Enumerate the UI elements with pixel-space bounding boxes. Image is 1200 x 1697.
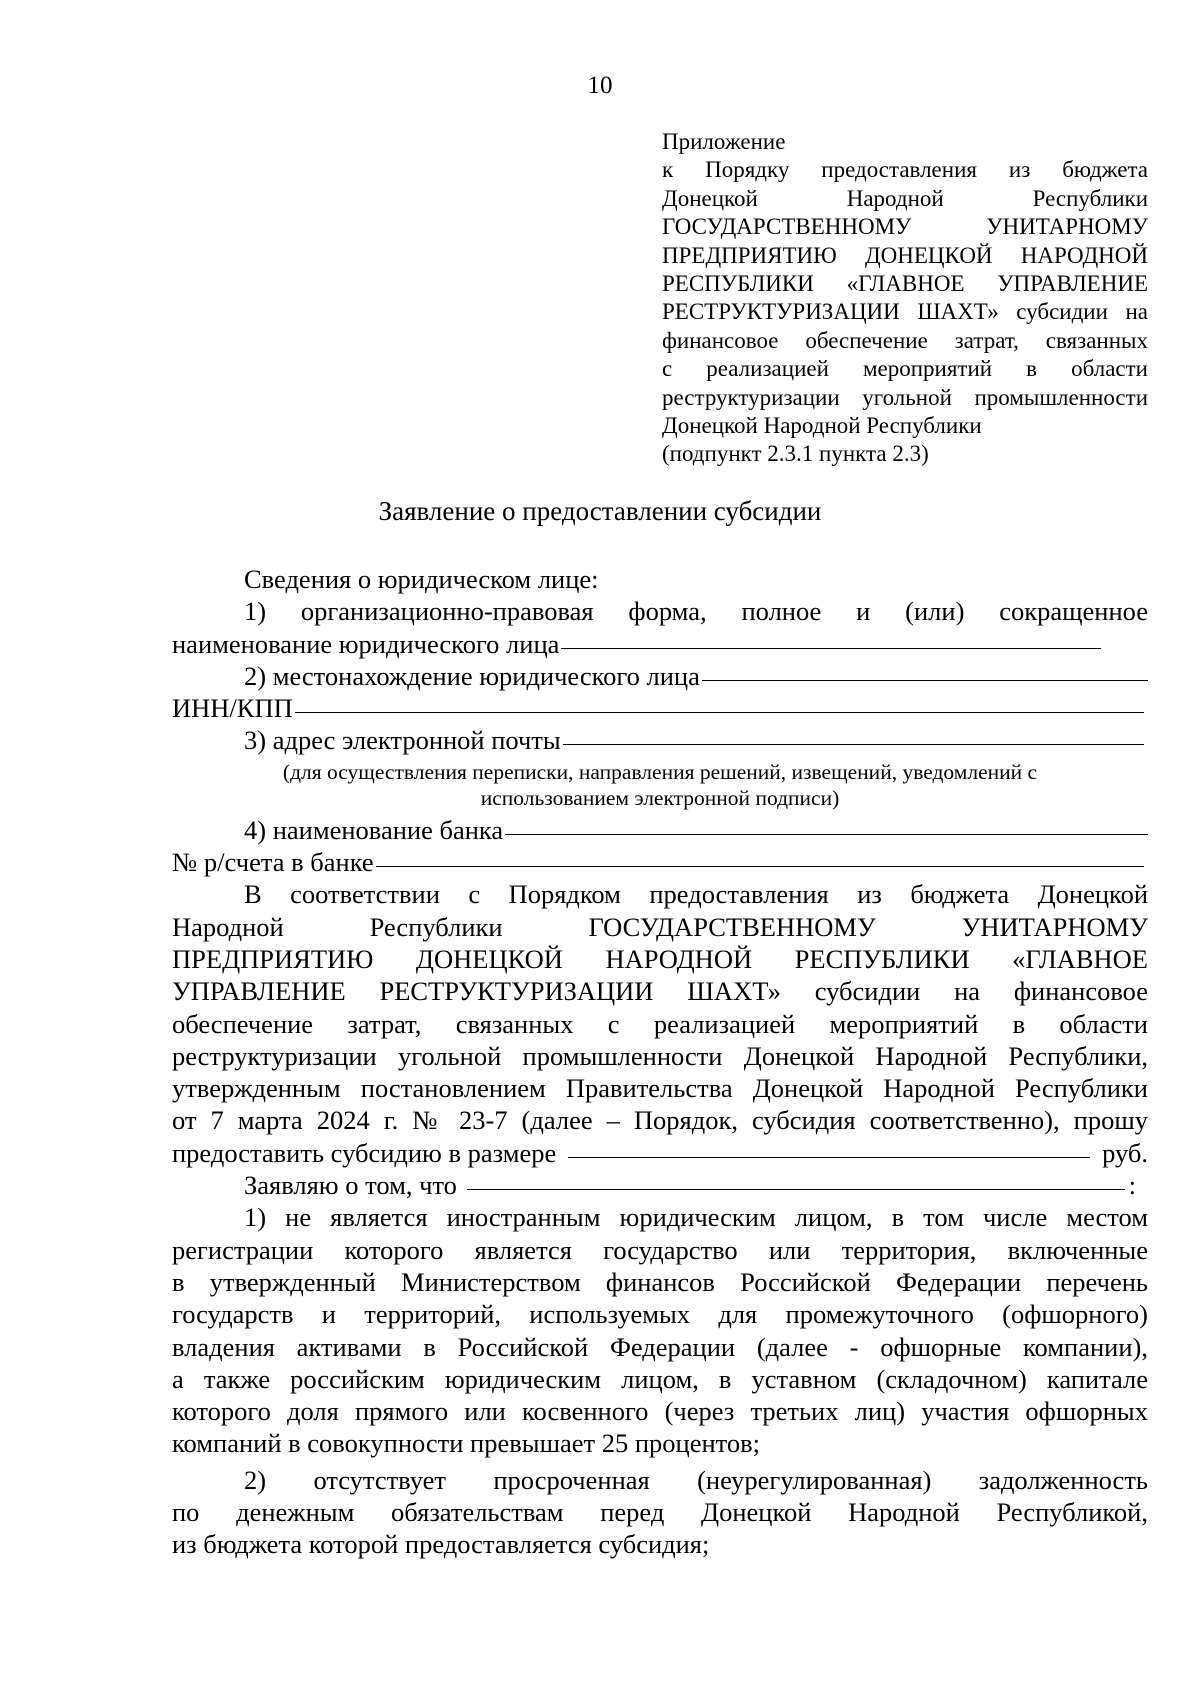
- email-field[interactable]: [172, 724, 1148, 756]
- appendix-line: ПРЕДПРИЯТИЮ ДОНЕЦКОЙ НАРОДНОЙ: [662, 242, 1148, 268]
- location-field[interactable]: [172, 660, 1148, 692]
- inn-kpp-blank[interactable]: [295, 712, 1144, 713]
- inn-kpp-field[interactable]: [172, 692, 1148, 724]
- request-line: реструктуризации угольной промышленности Донецкой Народной Республики,: [172, 1040, 1148, 1071]
- declaration-line: владения активами в Российской Федерации (далее - офшорные компании),: [172, 1331, 1148, 1362]
- document-title: Заявление о предоставлении субсидии: [378, 496, 822, 526]
- declaration-line: государств и территорий, используемых для промежуточного (офшорного): [172, 1299, 1148, 1330]
- appendix-line: финансовое обеспечение затрат, связанных: [662, 327, 1148, 353]
- bank-name-blank[interactable]: [505, 834, 1148, 835]
- declaration-line: 1) не является иностранным юридическим лицом, в том числе местом: [244, 1202, 1148, 1233]
- request-line: обеспечение затрат, связанных с реализацией мероприятий в области: [172, 1008, 1148, 1039]
- inn-kpp-label: ИНН/КПП: [172, 693, 293, 724]
- declaration-field[interactable]: [172, 1169, 1148, 1201]
- legal-name-label: наименование юридического лица: [172, 628, 560, 659]
- request-line: УПРАВЛЕНИЕ РЕСТРУКТУРИЗАЦИИ ШАХТ» субсидии на финансовое: [172, 976, 1148, 1007]
- request-line: ПРЕДПРИЯТИЮ ДОНЕЦКОЙ НАРОДНОЙ РЕСПУБЛИКИ «ГЛАВНОЕ: [172, 943, 1148, 974]
- request-line: Народной Республики ГОСУДАРСТВЕННОМУ УНИТАРНОМУ: [172, 911, 1148, 942]
- currency-label: руб.: [1102, 1137, 1148, 1168]
- declaration-line: а также российским юридическим лицом, в уставном (складочном) капитале: [172, 1363, 1148, 1394]
- email-label: 3) адрес электронной почты: [244, 725, 561, 756]
- declaration-line: компаний в совокупности превышает 25 процентов;: [172, 1428, 760, 1459]
- appendix-block: [662, 128, 1148, 469]
- appendix-line: РЕСТРУКТУРИЗАЦИИ ШАХТ» субсидии на: [662, 299, 1148, 325]
- email-note-line: использованием электронной подписи): [480, 785, 840, 810]
- request-line: В соответствии с Порядком предоставления из бюджета Донецкой: [244, 879, 1148, 910]
- location-label: 2) местонахождение юридического лица: [244, 660, 700, 691]
- declaration-label: Заявляю о том, что: [244, 1170, 457, 1201]
- declaration-line: в утвержденный Министерством финансов Российской Федерации перечень: [172, 1266, 1148, 1297]
- document-body: [172, 563, 1148, 1561]
- appendix-line: Донецкой Народной Республики: [662, 185, 1148, 211]
- bank-account-field[interactable]: [172, 846, 1148, 878]
- appendix-line: Донецкой Народной Республики: [662, 413, 982, 439]
- bank-account-blank[interactable]: [376, 866, 1144, 867]
- subsidy-amount-field[interactable]: [172, 1137, 1148, 1169]
- bank-name-field[interactable]: [172, 814, 1148, 846]
- appendix-line: РЕСПУБЛИКИ «ГЛАВНОЕ УПРАВЛЕНИЕ: [662, 271, 1148, 297]
- declaration-colon: :: [1128, 1170, 1136, 1201]
- legal-name-field[interactable]: [172, 628, 1148, 660]
- form-intro: Сведения о юридическом лице:: [244, 564, 599, 594]
- appendix-line: (подпункт 2.3.1 пункта 2.3): [662, 441, 929, 467]
- appendix-line: ГОСУДАРСТВЕННОМУ УНИТАРНОМУ: [662, 214, 1148, 240]
- declaration-line: которого доля прямого или косвенного (через третьих лиц) участия офшорных: [172, 1396, 1148, 1427]
- declaration-blank[interactable]: [467, 1189, 1125, 1190]
- bank-name-label: 4) наименование банка: [244, 814, 504, 845]
- request-line: от 7 марта 2024 г. № 23-7 (далее – Порядок, субсидия соответственно), прошу: [172, 1105, 1148, 1136]
- declaration-line: 2) отсутствует просроченная (неурегулированная) задолженность: [244, 1464, 1148, 1495]
- appendix-line: с реализацией мероприятий в области: [662, 356, 1148, 382]
- declaration-line: из бюджета которой предоставляется субсидия;: [172, 1529, 710, 1560]
- appendix-line: реструктуризации угольной промышленности: [662, 384, 1148, 410]
- appendix-line: Приложение: [662, 129, 786, 154]
- legal-name-blank[interactable]: [561, 648, 1101, 649]
- declaration-line: по денежным обязательствам перед Донецкой Народной Республикой,: [172, 1497, 1148, 1528]
- appendix-line: к Порядку предоставления из бюджета: [662, 157, 1148, 183]
- subsidy-amount-label: предоставить субсидию в размере: [172, 1137, 557, 1168]
- email-blank[interactable]: [563, 744, 1144, 745]
- declaration-line: регистрации которого является государство или территория, включенные: [172, 1234, 1148, 1265]
- location-blank[interactable]: [702, 680, 1148, 681]
- subsidy-amount-blank[interactable]: [568, 1157, 1090, 1158]
- page-number: 10: [587, 72, 613, 99]
- bank-account-label: № р/счета в банке: [172, 847, 374, 878]
- email-note-line: (для осуществления переписки, направления решений, извещений, уведомлений с: [282, 759, 1038, 784]
- request-line: утвержденным постановлением Правительства Донецкой Народной Республики: [172, 1073, 1148, 1104]
- form-item-1-label: 1) организационно-правовая форма, полное и (или) сокращенное: [244, 596, 1148, 627]
